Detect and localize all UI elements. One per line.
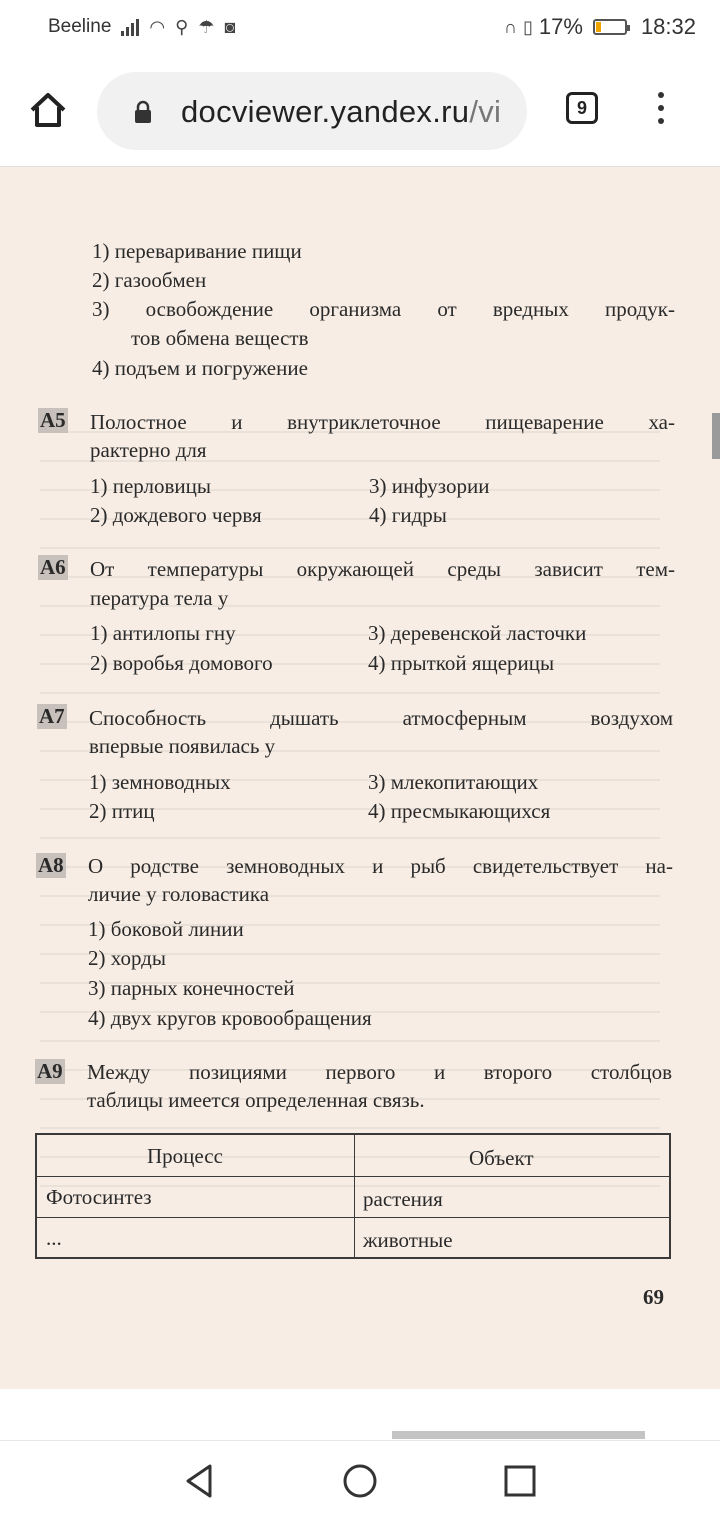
a8-option-4: 4) двух кругов кровообращения: [88, 1006, 372, 1030]
question-a8-text-1: О родстве земноводных и рыб свидетельствует на-: [88, 854, 673, 878]
a8-option-2: 2) хорды: [88, 946, 166, 970]
address-bar[interactable]: [97, 72, 527, 150]
question-a6-text-2: пература тела у: [90, 586, 229, 610]
recent-apps-icon[interactable]: [500, 1461, 540, 1501]
url-path: /vi: [469, 94, 502, 129]
question-label-a5: А5: [40, 408, 66, 432]
question-label-a6: А6: [40, 555, 66, 579]
clock: 18:32: [640, 14, 696, 39]
a7-option-1: 1) земноводных: [89, 770, 231, 794]
question-a5-text-2: рактерно для: [90, 438, 207, 462]
question-a6-text-1: От температуры окружающей среды зависит тем-: [90, 557, 675, 581]
vertical-scroll-thumb[interactable]: [712, 413, 720, 459]
document-page: [0, 167, 720, 1389]
status-bar: [0, 0, 720, 56]
a5-option-4: 4) гидры: [369, 503, 447, 527]
app-notification-icon: ◙: [224, 16, 236, 37]
table-cell-r2-c2: животные: [363, 1228, 453, 1252]
home-icon[interactable]: [28, 90, 68, 130]
lock-icon: [133, 100, 153, 124]
a6-option-2: 2) воробья домового: [90, 651, 273, 675]
battery-icon: [593, 19, 627, 35]
question-label-a8: А8: [38, 853, 64, 877]
more-menu-icon[interactable]: [656, 92, 666, 132]
page-number: 69: [643, 1285, 664, 1309]
question-a9-text-2: таблицы имеется определенная связь.: [87, 1088, 425, 1112]
wifi-icon: ◠: [149, 16, 166, 37]
url-host: docviewer.yandex.ru: [181, 94, 470, 129]
question-a9-text-1: Между позициями первого и второго столбцов: [87, 1060, 672, 1084]
search-status-icon: ⚲: [175, 16, 189, 37]
table-cell-r2-c1: ...: [46, 1226, 62, 1250]
table-cell-r1-c2: растения: [363, 1187, 443, 1211]
a7-option-4: 4) пресмыкающихся: [368, 799, 551, 823]
url-text[interactable]: [181, 94, 501, 130]
a5-option-1: 1) перловицы: [90, 474, 212, 498]
a6-option-1: 1) антилопы гну: [90, 621, 236, 645]
a6-option-4: 4) прыткой ящерицы: [368, 651, 555, 675]
system-navigation-bar: [0, 1440, 720, 1521]
umbrella-icon: ☂: [198, 16, 215, 37]
a7-option-2: 2) птиц: [89, 799, 155, 823]
process-object-table: [35, 1133, 671, 1259]
a5-option-2: 2) дождевого червя: [90, 503, 262, 527]
browser-toolbar: [0, 56, 720, 167]
question-a7-text-2: впервые появилась у: [89, 734, 276, 758]
q4-option-2: 2) газообмен: [92, 268, 207, 292]
table-header-process: Процесс: [147, 1144, 223, 1168]
question-a7-text-1: Способность дышать атмосферным воздухом: [89, 706, 673, 730]
question-label-a7: А7: [39, 704, 65, 728]
a8-option-1: 1) боковой линии: [88, 917, 244, 941]
back-icon[interactable]: [180, 1461, 220, 1501]
vibrate-icon: ▯: [522, 16, 533, 37]
battery-percent: 17%: [538, 14, 583, 39]
signal-icon: [121, 18, 139, 36]
table-header-object: Объект: [469, 1146, 534, 1170]
a5-option-3: 3) инфузории: [369, 474, 490, 498]
question-a5-text-1: Полостное и внутриклеточное пищеварение ха-: [90, 410, 675, 434]
question-a8-text-2: личие у головастика: [88, 882, 270, 906]
headphones-icon: ∩: [504, 16, 517, 37]
q4-option-3: 3) освобождение организма от вредных продук-: [92, 297, 675, 321]
home-nav-icon[interactable]: [340, 1461, 380, 1501]
carrier-name: Beeline: [48, 16, 112, 37]
q4-option-4: 4) подъем и погружение: [92, 356, 308, 380]
q4-option-1: 1) переваривание пищи: [92, 239, 302, 263]
q4-option-3-cont: тов обмена веществ: [131, 326, 309, 350]
a6-option-3: 3) деревенской ласточки: [368, 621, 587, 645]
table-cell-r1-c1: Фотосинтез: [46, 1185, 152, 1209]
a7-option-3: 3) млекопитающих: [368, 770, 539, 794]
tab-switcher-button[interactable]: 9: [566, 92, 598, 124]
horizontal-scroll-thumb[interactable]: [392, 1431, 645, 1439]
question-label-a9: А9: [37, 1059, 63, 1083]
a8-option-3: 3) парных конечностей: [88, 976, 295, 1000]
